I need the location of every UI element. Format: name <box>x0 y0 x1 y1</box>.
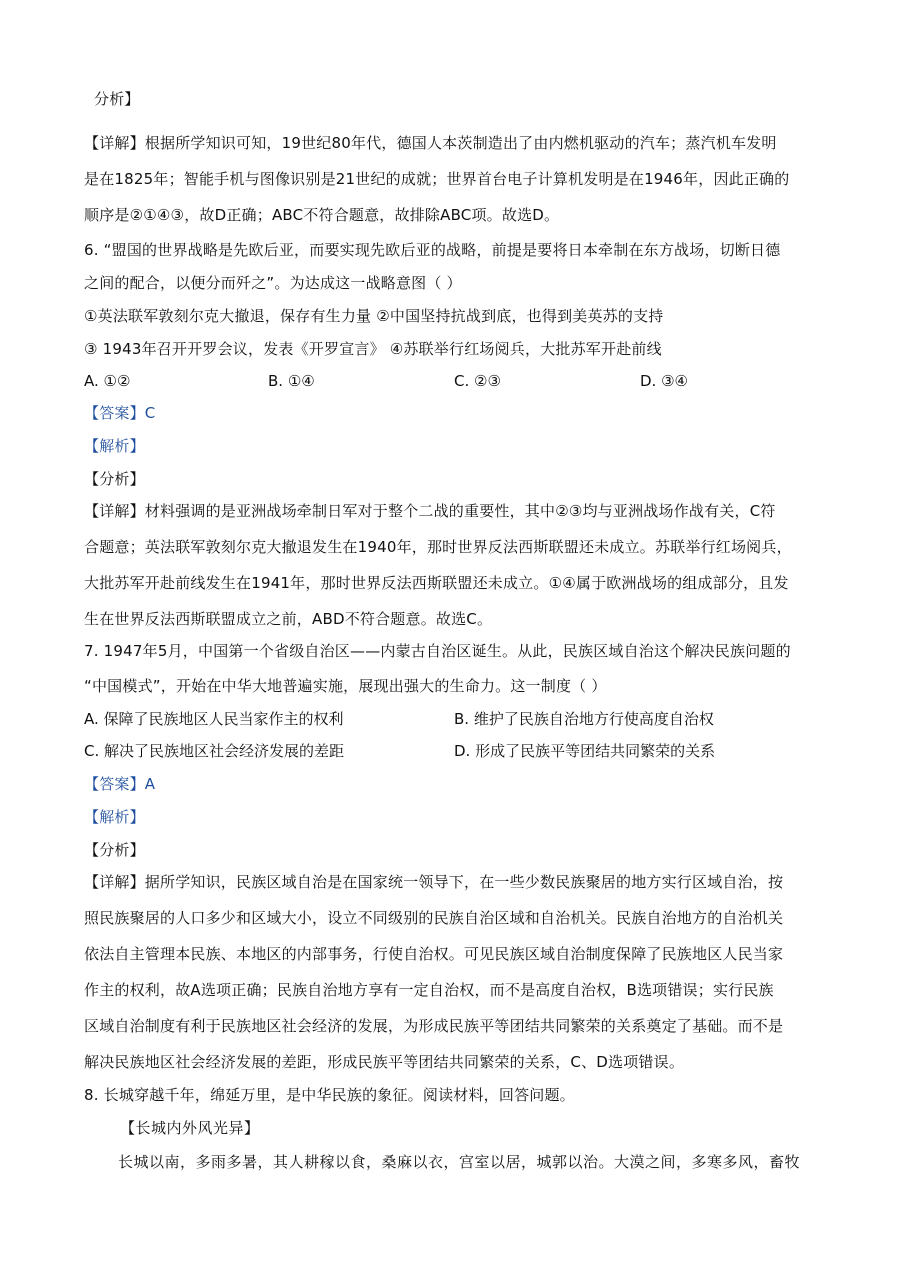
q7-detail-line-1: 【详解】据所学知识，民族区域自治是在国家统一领导下，在一些少数民族聚居的地方实行区域自治，按 <box>84 873 784 891</box>
q7-analysis-heading: 【分析】 <box>84 841 145 859</box>
q6-answer: 【答案】C <box>84 404 156 422</box>
q5-detail-line-3: 顺序是②①④③，故D正确；ABC不符合题意，故排除ABC项。故选D。 <box>84 206 560 224</box>
q6-option-b[interactable]: B. ①④ <box>268 372 315 390</box>
q7-detail-line-2: 照民族聚居的人口多少和区域大小，设立不同级别的民族自治区域和自治机关。民族自治地方的自治机关 <box>84 909 784 927</box>
q6-option-d[interactable]: D. ③④ <box>640 372 688 390</box>
q6-item-line-1: ①英法联军敦刻尔克大撤退，保存有生力量 ②中国坚持抗战到底，也得到美英苏的支持 <box>84 307 664 325</box>
q8-material-title: 【长城内外风光异】 <box>120 1119 260 1137</box>
q7-detail-line-3: 依法自主管理本民族、本地区的内部事务，行使自治权。可见民族区域自治制度保障了民族地区人民当家 <box>84 945 784 963</box>
q6-analysis-heading: 【分析】 <box>84 470 145 488</box>
q7-option-c[interactable]: C. 解决了民族地区社会经济发展的差距 <box>84 742 345 760</box>
q7-option-d[interactable]: D. 形成了民族平等团结共同繁荣的关系 <box>454 742 716 760</box>
q6-option-a[interactable]: A. ①② <box>84 372 131 390</box>
q6-detail-line-2: 合题意；英法联军敦刻尔克大撤退发生在1940年，那时世界反法西斯联盟还未成立。苏联举行红场阅兵， <box>84 538 792 556</box>
q7-answer: 【答案】A <box>84 775 156 793</box>
q5-analysis-heading: 分析】 <box>94 90 140 108</box>
q7-detail-line-4: 作主的权利，故A选项正确；民族自治地方享有一定自治权，而不是高度自治权，B选项错误；实行民族 <box>84 981 774 999</box>
q6-detail-line-1: 【详解】材料强调的是亚洲战场牵制日军对于整个二战的重要性，其中②③均与亚洲战场作战有关，C符 <box>84 502 776 520</box>
q7-stem-line-1: 7. 1947年5月，中国第一个省级自治区——内蒙古自治区诞生。从此，民族区域自治这个解决民族问题的 <box>84 642 791 660</box>
q5-detail-line-1: 【详解】根据所学知识可知，19世纪80年代，德国人本茨制造出了由内燃机驱动的汽车；蒸汽机车发明 <box>84 134 777 152</box>
q6-option-c[interactable]: C. ②③ <box>454 372 501 390</box>
q6-jiexi-heading: 【解析】 <box>84 437 145 455</box>
q6-detail-line-4: 生在世界反法西斯联盟成立之前，ABD不符合题意。故选C。 <box>84 610 493 628</box>
q5-detail-line-2: 是在1825年；智能手机与图像识别是21世纪的成就；世界首台电子计算机发明是在1946年，因此正确的 <box>84 170 790 188</box>
q6-detail-line-3: 大批苏军开赴前线发生在1941年，那时世界反法西斯联盟还未成立。①④属于欧洲战场的组成部分，且发 <box>84 574 789 592</box>
q6-stem-line-1: 6. “盟国的世界战略是先欧后亚，而要实现先欧后亚的战略，前提是要将日本牵制在东方战场，切断日德 <box>84 241 781 259</box>
q7-detail-line-5: 区域自治制度有利于民族地区社会经济的发展，为形成民族平等团结共同繁荣的关系奠定了基础。而不是 <box>84 1017 784 1035</box>
q6-stem-line-2: 之间的配合，以便分而歼之”。为达成这一战略意图（ ） <box>84 274 462 292</box>
q7-jiexi-heading: 【解析】 <box>84 808 145 826</box>
q7-detail-line-6: 解决民族地区社会经济发展的差距，形成民族平等团结共同繁荣的关系，C、D选项错误。 <box>84 1053 685 1071</box>
q6-item-line-2: ③ 1943年召开开罗会议，发表《开罗宣言》 ④苏联举行红场阅兵，大批苏军开赴前线 <box>84 340 662 358</box>
q7-stem-line-2: “中国模式”，开始在中华大地普遍实施，展现出强大的生命力。这一制度（ ） <box>84 677 607 695</box>
q7-option-b[interactable]: B. 维护了民族自治地方行使高度自治权 <box>454 710 714 728</box>
q7-option-a[interactable]: A. 保障了民族地区人民当家作主的权利 <box>84 710 344 728</box>
q8-material-line-1: 长城以南，多雨多暑，其人耕稼以食，桑麻以衣，宫室以居，城郭以治。大漠之间，多寒多风，畜牧 <box>118 1153 801 1171</box>
q8-stem: 8. 长城穿越千年，绵延万里，是中华民族的象征。阅读材料，回答问题。 <box>84 1086 575 1104</box>
